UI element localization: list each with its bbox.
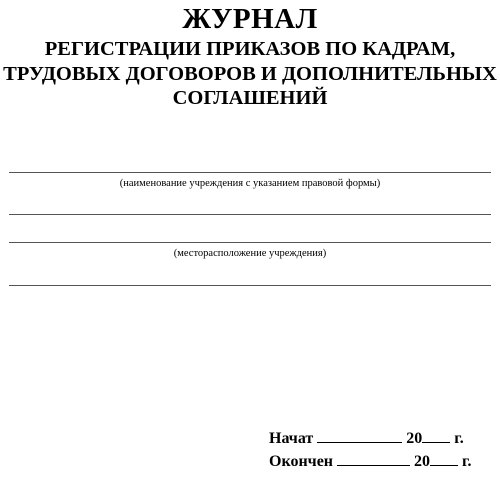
start-label: Начат (269, 430, 314, 447)
end-year-suffix: г. (462, 453, 472, 470)
journal-subtitle (0, 37, 500, 111)
location-line (9, 242, 491, 243)
start-year-suffix: г. (454, 430, 464, 447)
subtitle-line-1: РЕГИСТРАЦИИ ПРИКАЗОВ ПО КАДРАМ, (44, 38, 456, 60)
end-year-blank (430, 450, 458, 466)
date-block (269, 427, 471, 473)
start-century: 20 (406, 430, 423, 447)
institution-name-line (9, 172, 491, 173)
start-date-blank (317, 427, 402, 443)
journal-title: ЖУРНАЛ (182, 3, 318, 35)
location-caption: (месторасположение учреждения) (173, 248, 327, 259)
end-date-blank (337, 450, 410, 466)
subtitle-line-2: ТРУДОВЫХ ДОГОВОРОВ И ДОПОЛНИТЕЛЬНЫХ (3, 62, 497, 85)
end-date-row (269, 450, 471, 473)
location-line-2 (9, 285, 491, 286)
institution-caption: (наименование учреждения с указанием правовой формы) (119, 178, 381, 189)
end-label: Окончен (269, 453, 334, 470)
end-century: 20 (414, 453, 431, 470)
start-year-blank (422, 427, 450, 443)
institution-name-line-2 (9, 214, 491, 215)
start-date-row (269, 427, 471, 450)
subtitle-line-3: СОГЛАШЕНИЙ (172, 87, 328, 109)
